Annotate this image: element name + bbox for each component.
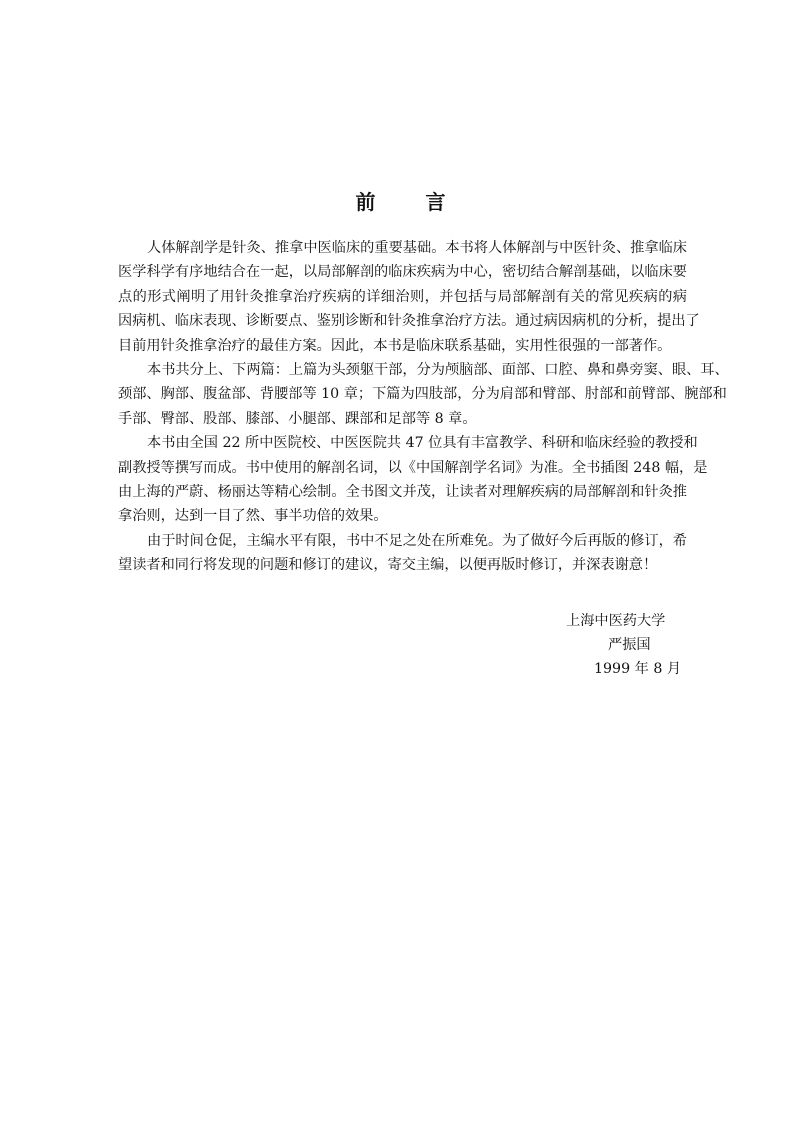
signature-institution: 上海中医药大学	[566, 613, 666, 629]
signature-author: 严振国	[608, 637, 651, 653]
title-char: 言	[425, 190, 446, 214]
page-title	[0, 186, 801, 215]
text-line: 目前用针灸推拿治疗的最佳方案。因此，本书是临床联系基础，实用性很强的一部著作。	[118, 337, 672, 354]
text-line: 本书由全国 22 所中医院校、中医医院共 47 位具有丰富教学、科研和临床经验的教授和	[147, 435, 698, 452]
text-line: 由于时间仓促，主编水平有限，书中不足之处在所难免。为了做好今后再版的修订，希	[147, 532, 687, 549]
paragraph-1	[118, 236, 700, 358]
text-line: 本书共分上、下两篇：上篇为头颈躯干部，分为颅脑部、面部、口腔、鼻和鼻旁窦、眼、耳、	[147, 361, 729, 378]
signature-date: 1999 年 8 月	[594, 661, 682, 677]
text-line: 拿治则，达到一目了然、事半功倍的效果。	[118, 508, 388, 525]
text-line: 颈部、胸部、腹盆部、背腰部等 10 章；下篇为四肢部，分为肩部和臂部、肘部和前臂部、腕部和	[118, 386, 727, 403]
text-line: 副教授等撰写而成。书中使用的解剖名词，以《中国解剖学名词》为准。全书插图 248 幅，是	[118, 459, 708, 476]
text-line: 点的形式阐明了用针灸推拿治疗疾病的详细治则，并包括与局部解剖有关的常见疾病的病	[118, 288, 687, 305]
paragraph-2	[118, 358, 729, 431]
paragraph-4	[118, 529, 687, 578]
paragraph-3	[118, 431, 708, 529]
title-char: 前	[355, 190, 376, 214]
text-line: 因病机、临床表现、诊断要点、鉴别诊断和针灸推拿治疗方法。通过病因病机的分析，提出了	[118, 313, 700, 330]
text-line: 由上海的严蔚、杨丽达等精心绘制。全书图文并茂，让读者对理解疾病的局部解剖和针灸推	[118, 483, 687, 500]
text-line: 手部、臀部、股部、膝部、小腿部、踝部和足部等 8 章。	[118, 410, 477, 427]
preface-body	[118, 236, 729, 577]
text-line: 人体解剖学是针灸、推拿中医临床的重要基础。本书将人体解剖与中医针灸、推拿临床	[147, 240, 687, 256]
text-line: 望读者和同行将发现的问题和修订的建议，寄交主编，以便再版时修订，并深表谢意！	[118, 557, 658, 574]
text-line: 医学科学有序地结合在一起，以局部解剖的临床疾病为中心，密切结合解剖基础，以临床要	[118, 264, 687, 281]
